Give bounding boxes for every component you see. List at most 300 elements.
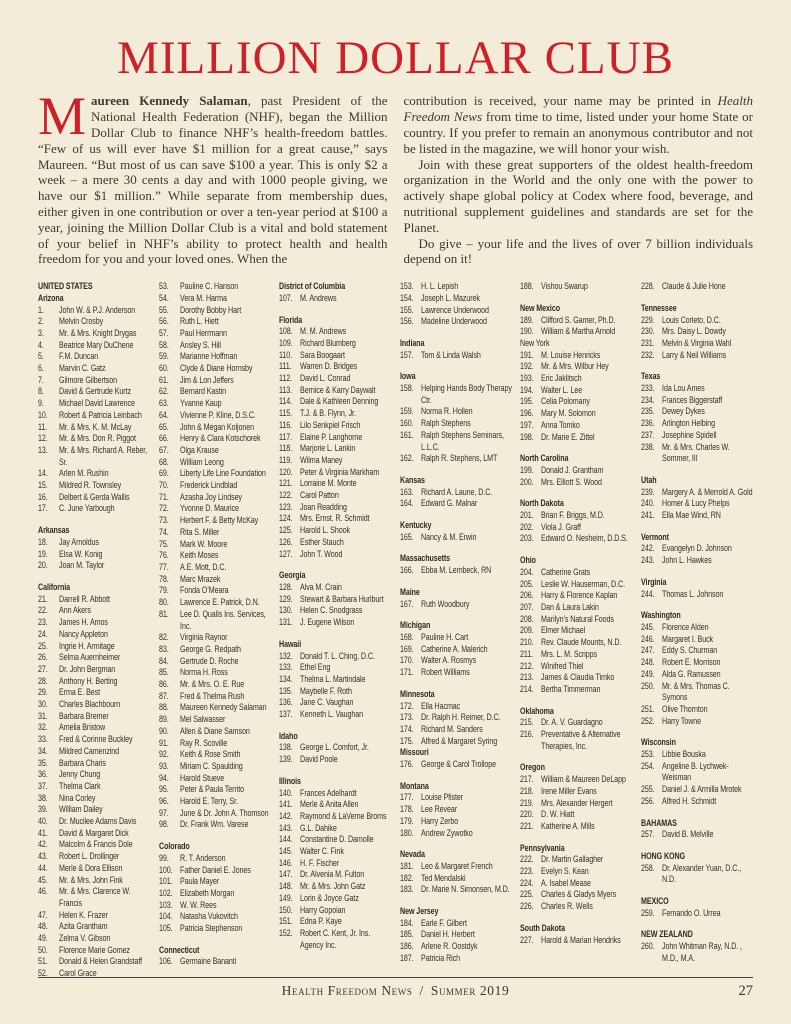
directory-entry <box>400 724 513 736</box>
directory-entry <box>279 490 392 502</box>
entry-number: 53. <box>158 281 169 292</box>
directory-entry <box>520 315 633 327</box>
entry-number: 22. <box>38 605 48 616</box>
entry-number: 182. <box>399 872 414 883</box>
entry-name: Mrs. L. M. Scripps <box>541 648 598 659</box>
entry-name: Charles R. Wells <box>541 901 593 912</box>
directory-entry <box>400 632 513 644</box>
directory-entry <box>400 305 513 317</box>
entry-name: Rita S. Miller <box>179 526 219 537</box>
directory-entry <box>641 863 754 886</box>
entry-name: Lilo Senkpiel Frisch <box>300 419 361 430</box>
entry-name: Lawrence Underwood <box>420 304 489 315</box>
directory-entry <box>641 622 754 634</box>
directory-entry <box>400 565 513 577</box>
directory-entry <box>400 941 513 953</box>
entry-name: Florence Marie Gomez <box>59 944 130 955</box>
directory-entry <box>400 293 513 305</box>
entry-name: John & Megan Koljonen <box>179 421 254 432</box>
entry-name: Ruth Woodbury <box>420 598 469 609</box>
directory-entry <box>38 492 151 504</box>
state-header: Iowa <box>399 371 416 382</box>
entry-number: 211. <box>520 648 534 659</box>
directory-block <box>38 293 151 515</box>
entry-name: Walter A. Rosmys <box>420 655 476 666</box>
entry-name: Elmer Michael <box>541 625 586 636</box>
entry-name: Robert E. Morrison <box>661 657 720 668</box>
entry-name: Gilmore Gilbertson <box>59 374 118 385</box>
entry-number: 18. <box>38 536 48 547</box>
entry-number: 87. <box>158 690 169 701</box>
directory-entry <box>159 445 272 457</box>
entry-number: 189. <box>520 314 534 325</box>
entry-number: 172. <box>399 700 414 711</box>
entry-number: 49. <box>38 933 48 944</box>
directory-entry <box>159 539 272 551</box>
directory-entry <box>400 816 513 828</box>
directory-entry <box>641 338 754 350</box>
directory-block <box>520 338 633 443</box>
entry-name: Lee D. Qualls Ins. Services, Inc. <box>179 608 266 631</box>
entry-name: Vivienne P. Kline, D.S.C. <box>179 409 256 420</box>
entry-number: 122. <box>279 490 293 501</box>
entry-number: 153. <box>399 281 414 292</box>
entry-number: 23. <box>38 617 48 628</box>
entry-number: 60. <box>158 363 169 374</box>
directory-entry <box>159 597 272 609</box>
entry-number: 147. <box>279 869 293 880</box>
entry-name: Fonda O’Meara <box>179 585 229 596</box>
entry-name: Erma E. Best <box>59 687 101 698</box>
state-header: Wisconsin <box>640 737 676 748</box>
entry-number: 137. <box>279 709 293 720</box>
entry-name: Edward O. Nesheim, D.D.S. <box>541 533 628 544</box>
entry-number: 63. <box>158 398 169 409</box>
directory-block <box>520 706 633 753</box>
directory-block <box>400 281 513 328</box>
entry-number: 83. <box>158 643 169 654</box>
directory-entry <box>520 420 633 432</box>
entry-name: Pauline C. Hanson <box>179 281 238 292</box>
entry-name: Madeline Underwood <box>420 316 487 327</box>
entry-number: 244. <box>640 588 655 599</box>
entry-name: F.M. Duncan <box>59 351 99 362</box>
directory-entry <box>279 697 392 709</box>
entry-name: Olive Thornton <box>661 703 708 714</box>
entry-number: 26. <box>38 652 48 663</box>
entry-number: 10. <box>38 409 48 420</box>
directory-entry <box>279 893 392 905</box>
directory-entry <box>400 453 513 465</box>
entry-number: 9. <box>38 398 44 409</box>
entry-number: 226. <box>520 901 534 912</box>
entry-number: 39. <box>38 804 48 815</box>
directory-block <box>400 520 513 543</box>
directory-block <box>520 923 633 946</box>
entry-number: 130. <box>279 605 293 616</box>
entry-name: Mrs. Ernst. R. Schmidt <box>300 513 370 524</box>
entry-number: 225. <box>520 889 534 900</box>
directory-entry <box>400 350 513 362</box>
entry-number: 157. <box>399 349 414 360</box>
directory-entry <box>159 293 272 305</box>
directory-entry <box>38 422 151 434</box>
entry-name: June & Dr. John A. Thomson <box>179 807 269 818</box>
entry-number: 180. <box>399 827 414 838</box>
entry-number: 90. <box>158 725 169 736</box>
state-header: Colorado <box>158 841 190 852</box>
state-header: Vermont <box>640 531 669 542</box>
entry-name: Ralph Stephens <box>420 418 471 429</box>
state-header: Washington <box>640 610 681 621</box>
directory-block <box>159 841 272 935</box>
entry-name: Mr. & Mrs. Richard A. Reber, Sr. <box>59 444 148 467</box>
entry-name: Wilma Maney <box>300 454 343 465</box>
directory-entry <box>400 599 513 611</box>
directory-entry <box>159 422 272 434</box>
entry-name: Jenny Chung <box>59 769 101 780</box>
directory-entry <box>38 468 151 480</box>
entry-name: Constantine D. Damolle <box>300 834 374 845</box>
directory-entry <box>400 873 513 885</box>
entry-number: 32. <box>38 722 48 733</box>
directory-entry <box>159 281 272 293</box>
entry-number: 93. <box>158 760 169 771</box>
directory-block <box>520 303 633 338</box>
entry-number: 249. <box>640 668 655 679</box>
directory-entry <box>159 468 272 480</box>
entry-name: Anna Tomko <box>541 419 580 430</box>
directory-entry <box>159 527 272 539</box>
entry-number: 77. <box>158 561 169 572</box>
directory-entry <box>400 418 513 430</box>
directory-entry <box>279 811 392 823</box>
directory-entry <box>38 375 151 387</box>
state-header: New Mexico <box>520 302 560 313</box>
entry-number: 215. <box>520 717 534 728</box>
entry-number: 55. <box>158 304 169 315</box>
directory-entry <box>159 515 272 527</box>
entry-number: 29. <box>38 687 48 698</box>
entry-name: Dr. Marie N. Simonsen, M.D. <box>420 884 510 895</box>
entry-name: Azita Grantham <box>59 921 108 932</box>
directory-entry <box>159 911 272 923</box>
entry-name: Eddy S. Churman <box>661 645 717 656</box>
directory-entry <box>641 761 754 784</box>
entry-name: James & Claudia Timko <box>541 672 615 683</box>
intro-lead-name: aureen Kennedy Salaman <box>91 93 248 109</box>
entry-name: Patricia Rich <box>420 952 460 963</box>
entry-name: Mrs. Daisy L. Dowdy <box>661 326 726 337</box>
directory-entry <box>279 455 392 467</box>
entry-number: 144. <box>279 834 293 845</box>
entry-number: 237. <box>640 429 655 440</box>
directory-entry <box>520 281 633 293</box>
directory-entry <box>279 582 392 594</box>
directory-entry <box>641 941 754 964</box>
directory-entry <box>279 361 392 373</box>
directory-entry <box>159 375 272 387</box>
directory-entry <box>520 729 633 752</box>
entry-name: Peter & Paula Territo <box>179 784 244 795</box>
state-header: Tennessee <box>640 302 677 313</box>
entry-name: George G. Redpath <box>179 643 241 654</box>
entry-number: 258. <box>640 862 655 873</box>
entry-number: 113. <box>279 384 293 395</box>
entry-number: 92. <box>158 749 169 760</box>
entry-name: Jane C. Vaughan <box>300 697 354 708</box>
directory-block <box>400 620 513 679</box>
directory-block <box>641 610 754 727</box>
entry-name: A.E. Mott, D.C. <box>179 561 226 572</box>
directory-entry <box>641 487 754 499</box>
directory-entry <box>159 363 272 375</box>
state-header: Missouri <box>399 747 429 758</box>
directory-entry <box>279 350 392 362</box>
directory-block <box>38 525 151 572</box>
directory-entry <box>279 869 392 881</box>
entry-name: Nancy & M. Erwin <box>420 531 476 542</box>
directory-entry <box>279 674 392 686</box>
directory-entry <box>38 933 151 945</box>
entry-number: 2. <box>38 316 44 327</box>
directory-entry <box>641 645 754 657</box>
entry-number: 214. <box>520 683 534 694</box>
directory-entry <box>641 555 754 567</box>
entry-name: Kenneth L. Vaughan <box>300 709 364 720</box>
entry-number: 21. <box>38 593 48 604</box>
entry-number: 48. <box>38 921 48 932</box>
entry-name: Evelyn S. Kean <box>541 866 589 877</box>
entry-name: G.L. Dahike <box>300 822 337 833</box>
entry-number: 219. <box>520 797 534 808</box>
entry-number: 131. <box>279 617 293 628</box>
entry-number: 84. <box>158 655 169 666</box>
directory-entry <box>641 350 754 362</box>
entry-name: Mr. & Mrs. Wilbur Hey <box>541 361 609 372</box>
entry-number: 204. <box>520 566 534 577</box>
directory-entry <box>520 350 633 362</box>
entry-number: 30. <box>38 699 48 710</box>
entry-number: 184. <box>399 917 414 928</box>
entry-number: 205. <box>520 578 534 589</box>
entry-number: 220. <box>520 809 534 820</box>
entry-number: 119. <box>279 454 293 465</box>
directory-entry <box>279 846 392 858</box>
entry-number: 34. <box>38 745 48 756</box>
directory-entry <box>279 834 392 846</box>
directory-entry <box>159 632 272 644</box>
entry-number: 12. <box>38 433 48 444</box>
directory-entry <box>279 788 392 800</box>
entry-name: David L. Conrad <box>300 373 351 384</box>
entry-number: 136. <box>279 697 293 708</box>
entry-name: Arlene R. Oostdyk <box>420 941 478 952</box>
directory-entry <box>279 823 392 835</box>
entry-name: M. Andrews <box>300 292 337 303</box>
entry-number: 241. <box>640 510 655 521</box>
directory-entry <box>159 398 272 410</box>
directory-entry <box>38 863 151 875</box>
directory-entry <box>279 799 392 811</box>
entry-number: 42. <box>38 839 48 850</box>
entry-number: 19. <box>38 548 48 559</box>
entry-number: 35. <box>38 757 48 768</box>
directory-entry <box>159 796 272 808</box>
entry-number: 218. <box>520 785 534 796</box>
directory-entry <box>279 617 392 629</box>
entry-name: Tom & Linda Walsh <box>420 349 481 360</box>
entry-name: Barbara Bremer <box>59 710 109 721</box>
directory-entry <box>520 590 633 602</box>
directory-entry <box>520 661 633 673</box>
entry-number: 73. <box>158 515 169 526</box>
entry-name: Dr. Alexander Yuan, D.C., N.D. <box>661 862 741 885</box>
directory-entry <box>400 667 513 679</box>
directory-block <box>641 475 754 522</box>
entry-number: 109. <box>279 337 293 348</box>
directory-entry <box>279 709 392 721</box>
entry-number: 70. <box>158 480 169 491</box>
entry-number: 190. <box>520 326 534 337</box>
entry-name: Frederick Lindblad <box>179 480 237 491</box>
entry-name: Ann Akers <box>59 605 91 616</box>
entry-name: Robert L. Drollinger <box>59 851 120 862</box>
directory-entry <box>159 738 272 750</box>
directory-block <box>400 475 513 510</box>
entry-number: 256. <box>640 795 655 806</box>
entry-number: 64. <box>158 409 169 420</box>
entry-number: 246. <box>640 633 655 644</box>
entry-name: Ruth L. Hiett <box>179 316 219 327</box>
directory-entry <box>279 478 392 490</box>
state-header: Kentucky <box>399 520 431 531</box>
entry-number: 76. <box>158 550 169 561</box>
entry-name: R. T. Anderson <box>179 852 226 863</box>
entry-name: Arlington Helbing <box>661 418 715 429</box>
entry-number: 68. <box>158 456 169 467</box>
entry-name: Robert & Patricia Leinbach <box>59 409 142 420</box>
directory-entry <box>400 281 513 293</box>
directory-entry <box>38 480 151 492</box>
state-header: New Jersey <box>399 906 438 917</box>
directory-entry <box>279 408 392 420</box>
entry-name: Marjorie L. Lankin <box>300 443 356 454</box>
directory-entry <box>279 467 392 479</box>
state-header: Arizona <box>38 292 64 303</box>
entry-number: 1. <box>38 304 44 315</box>
directory-entry <box>38 433 151 445</box>
entry-name: William Dailey <box>59 804 103 815</box>
directory <box>38 281 753 980</box>
entry-name: C. June Yarbough <box>59 503 115 514</box>
entry-name: Mr. & Mrs. K. M. McLay <box>59 421 132 432</box>
state-header: Ohio <box>520 555 536 566</box>
directory-entry <box>400 918 513 930</box>
entry-name: Mr. & Mrs. Knight Drygas <box>59 327 137 338</box>
directory-entry <box>520 809 633 821</box>
entry-number: 102. <box>158 887 173 898</box>
entry-name: Alfred & Margaret Syring <box>420 735 497 746</box>
directory-entry <box>279 594 392 606</box>
entry-number: 240. <box>640 498 655 509</box>
entry-name: Thelma L. Martindale <box>300 673 366 684</box>
entry-number: 85. <box>158 667 169 678</box>
directory-entry <box>279 651 392 663</box>
directory-entry <box>520 396 633 408</box>
entry-number: 98. <box>158 819 169 830</box>
entry-number: 56. <box>158 316 169 327</box>
entry-number: 197. <box>520 419 534 430</box>
entry-number: 14. <box>38 468 48 479</box>
entry-name: David B. Melville <box>661 829 713 840</box>
entry-number: 142. <box>279 810 293 821</box>
directory-entry <box>279 549 392 561</box>
entry-number: 139. <box>279 754 293 765</box>
entry-number: 206. <box>520 590 534 601</box>
entry-name: Louis Corleto, D.C. <box>661 314 721 325</box>
directory-block <box>400 553 513 576</box>
entry-number: 216. <box>520 729 534 740</box>
entry-name: Carol Grace <box>59 968 97 979</box>
directory-entry <box>38 328 151 340</box>
entry-name: Vera M. Harma <box>179 292 227 303</box>
directory-entry <box>279 905 392 917</box>
directory-block <box>641 371 754 465</box>
directory-entry <box>38 503 151 515</box>
entry-name: Alva M. Crain <box>300 581 342 592</box>
entry-number: 207. <box>520 601 534 612</box>
directory-entry <box>520 579 633 591</box>
directory-entry <box>38 664 151 676</box>
directory-entry <box>159 433 272 445</box>
entry-number: 254. <box>640 760 655 771</box>
entry-number: 89. <box>158 714 169 725</box>
entry-number: 62. <box>158 386 169 397</box>
directory-entry <box>400 383 513 406</box>
directory-entry <box>641 430 754 442</box>
entry-name: Harry & Florence Kaplan <box>541 590 618 601</box>
entry-number: 43. <box>38 851 48 862</box>
directory-entry <box>400 792 513 804</box>
entry-number: 149. <box>279 892 293 903</box>
directory-block <box>400 781 513 840</box>
directory-entry <box>159 888 272 900</box>
directory-entry <box>641 749 754 761</box>
entry-name: Edward G. Malnar <box>420 498 477 509</box>
entry-name: Marianne Hoffman <box>179 351 237 362</box>
entry-number: 171. <box>399 667 414 678</box>
entry-name: Delbert & Gerda Wallis <box>59 491 130 502</box>
directory-block <box>400 338 513 361</box>
entry-name: Beatrice Mary DuChene <box>59 339 134 350</box>
directory-column <box>520 281 633 980</box>
entry-number: 181. <box>399 860 414 871</box>
state-header: MEXICO <box>640 896 669 907</box>
directory-entry <box>159 865 272 877</box>
entry-name: Preventative & Alternative Therapies, Inc. <box>541 729 621 751</box>
entry-name: Norma R. Hollen <box>420 406 473 417</box>
entry-number: 65. <box>158 421 169 432</box>
directory-entry <box>520 637 633 649</box>
directory-block <box>641 303 754 362</box>
entry-number: 57. <box>158 327 169 338</box>
directory-entry <box>38 652 151 664</box>
entry-number: 176. <box>399 759 414 770</box>
entry-name: J. Eugene Wilson <box>300 617 355 628</box>
entry-number: 187. <box>399 952 414 963</box>
directory-entry <box>279 742 392 754</box>
